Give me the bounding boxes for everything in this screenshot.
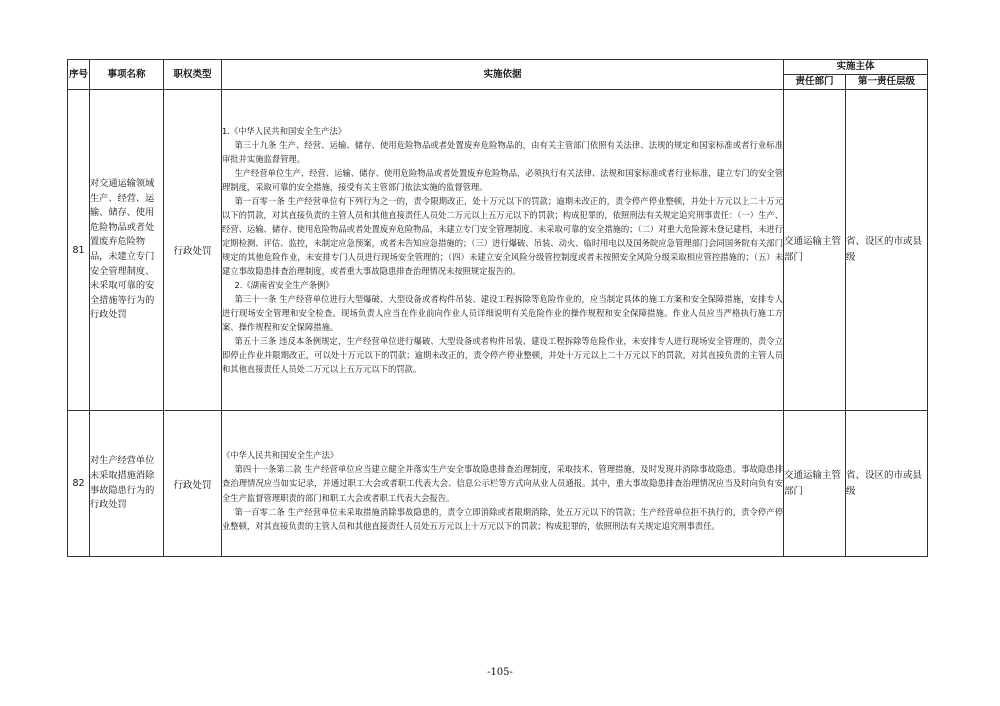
- responsibility-level: 省、设区的市或县级: [846, 411, 928, 557]
- article-paragraph: 生产经营单位生产、经营、运输、储存、使用危险物品或者处置废弃危险物品，必须执行有关法律、法规和国家标准或者行业标准，建立专门的安全管理制度，采取可靠的安全措施，接受有关主管部门依法实施的监督管理。: [222, 167, 783, 192]
- header-basis: 实施依据: [222, 60, 784, 90]
- header-row-1: [68, 60, 928, 75]
- power-type: 行政处罚: [164, 90, 222, 411]
- responsibility-table: [67, 59, 928, 557]
- header-seq: 序号: [68, 60, 90, 90]
- law-title: 2.《湖南省安全生产条例》: [234, 280, 334, 291]
- article-paragraph: 第一百零一条 生产经营单位有下列行为之一的，责令限期改正，处十万元以下的罚款；逾期未改正的，责令停产停业整顿，并处十万元以上二十万元以下的罚款，对其直接负责的主管人员和其他直接责任人员处二万元以上五万元以下的罚款；构成犯罪的，依照刑法有关规定追究刑事责任：（一）生产、经营、运输、储存、使用危险物品或者处置废弃危险物品，未建立专门安全管理制度、未采取可靠的安全措施的；（二）对重大危险源未登记建档，未进行定期检测、评估、监控，未制定应急预案，或者未告知应急措施的；（三）进行爆破、吊装、动火、临时用电以及国务院应急管理部门会同国务院有关部门规定的其他危险作业，未安排专门人员进行现场安全管理的；（四）未建立安全风险分级管控制度或者未按照安全风险分级采取相应管控措施的；（五）未建立事故隐患排查治理制度，或者重大事故隐患排查治理情况未按照规定报告的。: [222, 195, 783, 277]
- header-level: 第一责任层级: [846, 75, 928, 90]
- law-title: 《中华人民共和国安全生产法》: [222, 450, 339, 461]
- responsible-dept: 交通运输主管部门: [784, 411, 846, 557]
- table-row: [68, 90, 928, 411]
- row-number: 82: [68, 411, 90, 557]
- item-name: 对交通运输领域生产、经营、运输、储存、使用危险物品或者处置废弃危险物品，未建立专门安全管理制度、未采取可靠的安全措施等行为的行政处罚: [90, 90, 164, 411]
- article-paragraph: 第三十九条 生产、经营、运输、储存、使用危险物品或者处置废弃危险物品的，由有关主管部门依照有关法律、法规的规定和国家标准或者行业标准审批并实施监督管理。: [222, 139, 783, 164]
- article-paragraph: 第三十一条 生产经营单位进行大型爆破、大型设备或者构件吊装、建设工程拆除等危险作业的，应当制定具体的施工方案和安全保障措施，安排专人进行现场安全管理和安全检查。现场负责人应当在作业前向作业人员详细说明有关危险作业的操作规程和安全保障措施。作业人员应当严格执行施工方案、操作规程和安全保障措施。: [222, 294, 783, 333]
- article-paragraph: 第五十三条 违反本条例规定，生产经营单位进行爆破、大型设备或者构件吊装、建设工程拆除等危险作业，未安排专人进行现场安全管理的，责令立即停止作业并限期改正，可以处十万元以下的罚款；逾期未改正的，责令停产停业整顿，并处十万元以上二十万元以下的罚款，对其直接负责的主管人员和其他直接责任人员处二万元以上五万元以下的罚款。: [222, 336, 783, 375]
- power-type: 行政处罚: [164, 411, 222, 557]
- article-paragraph: 第一百零二条 生产经营单位未采取措施消除事故隐患的，责令立即消除或者限期消除，处五万元以下的罚款；生产经营单位拒不执行的，责令停产停业整顿，对其直接负责的主管人员和其他直接责任人员处五万元以上十万元以下的罚款；构成犯罪的，依照刑法有关规定追究刑事责任。: [222, 506, 783, 531]
- page-number: -105-: [487, 667, 513, 678]
- table-row: [68, 411, 928, 557]
- responsible-dept: 交通运输主管部门: [784, 90, 846, 411]
- article-paragraph: 第四十一条第二款 生产经营单位应当建立健全并落实生产安全事故隐患排查治理制度，采取技术、管理措施，及时发现并消除事故隐患。事故隐患排查治理情况应当如实记录，并通过职工大会或者职工代表大会、信息公示栏等方式向从业人员通报。其中，重大事故隐患排查治理情况应当及时向负有安全生产监督管理职责的部门和职工大会或者职工代表大会报告。: [222, 464, 783, 503]
- header-item-name: 事项名称: [90, 60, 164, 90]
- header-power-type: 职权类型: [164, 60, 222, 90]
- legal-basis: [222, 411, 784, 557]
- item-name: 对生产经营单位未采取措施消除事故隐患行为的行政处罚: [90, 411, 164, 557]
- law-title: 1.《中华人民共和国安全生产法》: [222, 125, 347, 136]
- legal-basis: [222, 90, 784, 411]
- row-number: 81: [68, 90, 90, 411]
- header-subject: 实施主体: [784, 60, 928, 75]
- responsibility-level: 省、设区的市或县级: [846, 90, 928, 411]
- header-dept: 责任部门: [784, 75, 846, 90]
